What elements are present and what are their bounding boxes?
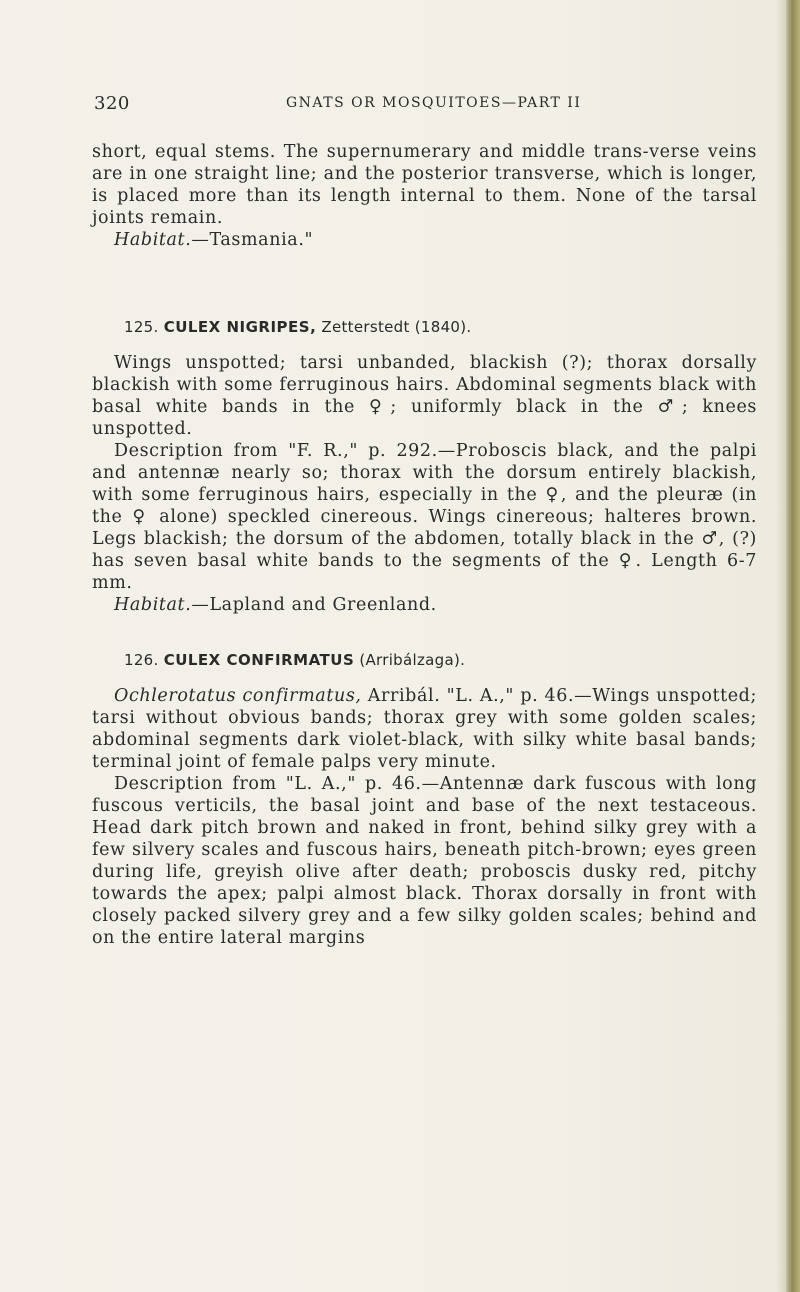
habitat-line-lapland bbox=[92, 594, 757, 616]
continued-paragraph-text: short, equal stems. The supernumerary and middle trans-verse veins are in one straight line; and the posterior transverse, which is longer, is placed more than its length internal to them. None of the tarsal joints remain. bbox=[92, 142, 757, 228]
habitat-text: —Tasmania." bbox=[191, 230, 314, 250]
species-126-body bbox=[92, 685, 757, 949]
page-number: 320 bbox=[94, 93, 130, 114]
species-authority: (Arribálzaga). bbox=[359, 651, 466, 669]
continued-paragraph bbox=[92, 141, 757, 229]
species-name: CULEX CONFIRMATUS bbox=[163, 651, 355, 669]
description-paragraph: Description from "L. A.," p. 46.—Antennæ dark fuscous with long fuscous verticils, the basal joint and base of the next testaceous. Head dark pitch brown and naked in front, behind silky grey with a few silvery scales and fuscous hairs, beneath pitch-brown; eyes green during life, greyish olive after death; proboscis dusky red, pitchy towards the apex; palpi almost black. Thorax dorsally in front with closely packed silvery grey and a few silky golden scales; behind and on the entire lateral margins bbox=[92, 774, 757, 948]
page-header bbox=[94, 93, 694, 117]
habitat-line-tasmania bbox=[92, 229, 757, 251]
diagnosis-paragraph bbox=[92, 685, 757, 773]
description-paragraph: Description from "F. R.," p. 292.—Proboscis black, and the palpi and antennæ nearly so; thorax with the dorsum entirely blackish, with some ferruginous hairs, especially in the ♀, and the pleuræ (in the ♀ alone) speckled cinereous. Wings cinereous; halteres brown. Legs blackish; the dorsum of the abdomen, totally black in the ♂, (?) has seven basal white bands to the segments of the ♀. Length 6-7 mm. bbox=[92, 441, 757, 593]
species-heading-125 bbox=[124, 318, 471, 336]
running-head: GNATS OR MOSQUITOES—PART II bbox=[286, 95, 582, 111]
species-number: 125. bbox=[124, 318, 159, 336]
species-125-body bbox=[92, 352, 757, 616]
species-name: CULEX NIGRIPES, bbox=[163, 318, 317, 336]
page-edge bbox=[786, 0, 800, 1292]
species-number: 126. bbox=[124, 651, 159, 669]
habitat-label: Habitat. bbox=[114, 230, 192, 250]
diagnosis-text: Arribál. "L. A.," p. 46.—Wings unspotted; tarsi without obvious bands; thorax grey with some golden scales; abdominal segments dark violet-black, with silky white basal bands; terminal joint of female palps very minute. bbox=[92, 686, 757, 772]
continued-description bbox=[92, 141, 757, 251]
page-edge-shadow bbox=[776, 0, 786, 1292]
synonym-name: Ochlerotatus confirmatus, bbox=[114, 686, 362, 706]
species-heading-126 bbox=[124, 651, 465, 669]
diagnosis-paragraph: Wings unspotted; tarsi unbanded, blackish (?); thorax dorsally blackish with some ferruginous hairs. Abdominal segments black with basal white bands in the ♀; uniformly black in the ♂; knees unspotted. bbox=[92, 353, 757, 439]
species-authority: Zetterstedt (1840). bbox=[321, 318, 472, 336]
habitat-text: —Lapland and Greenland. bbox=[191, 595, 437, 615]
habitat-label: Habitat. bbox=[114, 595, 192, 615]
